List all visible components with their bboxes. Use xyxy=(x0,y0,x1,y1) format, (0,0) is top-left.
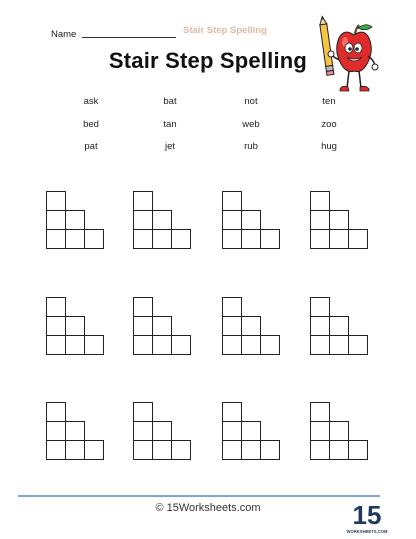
letter-box[interactable] xyxy=(222,335,242,355)
stair-step-grid xyxy=(46,297,106,357)
letter-box[interactable] xyxy=(133,402,153,422)
letter-box[interactable] xyxy=(46,440,66,460)
letter-box[interactable] xyxy=(310,402,330,422)
logo-text: WORKSHEETS.COM xyxy=(346,529,388,534)
letter-box[interactable] xyxy=(133,229,153,249)
stair-step-grid xyxy=(133,402,193,462)
letter-box[interactable] xyxy=(310,440,330,460)
letter-box[interactable] xyxy=(65,335,85,355)
letter-box[interactable] xyxy=(65,229,85,249)
letter-box[interactable] xyxy=(241,421,261,441)
stair-step-grid xyxy=(222,297,282,357)
letter-box[interactable] xyxy=(241,335,261,355)
15worksheets-logo-icon xyxy=(346,498,388,536)
word-bank-item: bed xyxy=(83,119,99,130)
stair-step-grid xyxy=(310,402,370,462)
letter-box[interactable] xyxy=(133,191,153,211)
letter-box[interactable] xyxy=(171,335,191,355)
letter-box[interactable] xyxy=(46,297,66,317)
letter-box[interactable] xyxy=(152,421,172,441)
letter-box[interactable] xyxy=(46,229,66,249)
word-bank-item: zoo xyxy=(321,119,337,130)
letter-box[interactable] xyxy=(222,440,242,460)
letter-box[interactable] xyxy=(329,335,349,355)
letter-box[interactable] xyxy=(241,440,261,460)
letter-box[interactable] xyxy=(222,210,242,230)
letter-box[interactable] xyxy=(133,421,153,441)
name-line xyxy=(82,37,176,38)
letter-box[interactable] xyxy=(310,421,330,441)
footer-divider xyxy=(18,495,380,497)
letter-box[interactable] xyxy=(329,421,349,441)
footer-copyright: © 15Worksheets.com xyxy=(155,502,261,514)
letter-box[interactable] xyxy=(222,316,242,336)
word-bank-item: web xyxy=(242,119,260,130)
word-bank-item: rub xyxy=(244,141,258,152)
letter-box[interactable] xyxy=(222,229,242,249)
letter-box[interactable] xyxy=(241,316,261,336)
letter-box[interactable] xyxy=(84,229,104,249)
word-bank-item: hug xyxy=(321,141,337,152)
letter-box[interactable] xyxy=(65,440,85,460)
letter-box[interactable] xyxy=(171,440,191,460)
word-bank-item: pat xyxy=(84,141,98,152)
word-bank-item: tan xyxy=(163,119,177,130)
stair-step-grid xyxy=(46,402,106,462)
stair-step-grid xyxy=(310,297,370,357)
letter-box[interactable] xyxy=(348,440,368,460)
letter-box[interactable] xyxy=(133,316,153,336)
letter-box[interactable] xyxy=(152,335,172,355)
letter-box[interactable] xyxy=(260,335,280,355)
letter-box[interactable] xyxy=(46,210,66,230)
word-bank-item: jet xyxy=(164,141,176,152)
word-bank-item: bat xyxy=(163,96,177,107)
letter-box[interactable] xyxy=(46,316,66,336)
logo-number: 15 xyxy=(352,500,382,530)
letter-box[interactable] xyxy=(46,421,66,441)
letter-box[interactable] xyxy=(310,316,330,336)
name-label: Name xyxy=(51,29,77,40)
header-worksheet-title: Stair Step Spelling xyxy=(183,25,267,36)
letter-box[interactable] xyxy=(241,229,261,249)
letter-box[interactable] xyxy=(310,297,330,317)
page-title: Stair Step Spelling xyxy=(108,48,308,73)
letter-box[interactable] xyxy=(133,335,153,355)
letter-box[interactable] xyxy=(222,297,242,317)
letter-box[interactable] xyxy=(84,440,104,460)
letter-box[interactable] xyxy=(241,210,261,230)
letter-box[interactable] xyxy=(133,210,153,230)
stair-step-grid xyxy=(222,191,282,251)
name-field xyxy=(51,26,176,40)
letter-box[interactable] xyxy=(46,191,66,211)
letter-box[interactable] xyxy=(310,229,330,249)
letter-box[interactable] xyxy=(133,440,153,460)
letter-box[interactable] xyxy=(65,421,85,441)
letter-box[interactable] xyxy=(329,316,349,336)
letter-box[interactable] xyxy=(152,316,172,336)
letter-box[interactable] xyxy=(152,229,172,249)
stair-step-grid xyxy=(310,191,370,251)
letter-box[interactable] xyxy=(348,229,368,249)
stair-step-grid xyxy=(222,402,282,462)
letter-box[interactable] xyxy=(152,210,172,230)
letter-box[interactable] xyxy=(348,335,368,355)
letter-box[interactable] xyxy=(222,402,242,422)
letter-box[interactable] xyxy=(171,229,191,249)
word-bank-item: ask xyxy=(83,96,99,107)
letter-box[interactable] xyxy=(65,316,85,336)
letter-box[interactable] xyxy=(222,191,242,211)
letter-box[interactable] xyxy=(260,440,280,460)
stair-step-grid xyxy=(46,191,106,251)
letter-box[interactable] xyxy=(152,440,172,460)
letter-box[interactable] xyxy=(329,229,349,249)
letter-box[interactable] xyxy=(46,335,66,355)
letter-box[interactable] xyxy=(133,297,153,317)
letter-box[interactable] xyxy=(310,210,330,230)
letter-box[interactable] xyxy=(310,191,330,211)
letter-box[interactable] xyxy=(260,229,280,249)
letter-box[interactable] xyxy=(329,440,349,460)
letter-box[interactable] xyxy=(222,421,242,441)
stair-step-grid xyxy=(133,297,193,357)
stair-step-grid xyxy=(133,191,193,251)
letter-box[interactable] xyxy=(84,335,104,355)
letter-box[interactable] xyxy=(310,335,330,355)
word-bank-item: ten xyxy=(322,96,336,107)
letter-box[interactable] xyxy=(329,210,349,230)
letter-box[interactable] xyxy=(65,210,85,230)
letter-box[interactable] xyxy=(46,402,66,422)
word-bank-item: not xyxy=(244,96,258,107)
